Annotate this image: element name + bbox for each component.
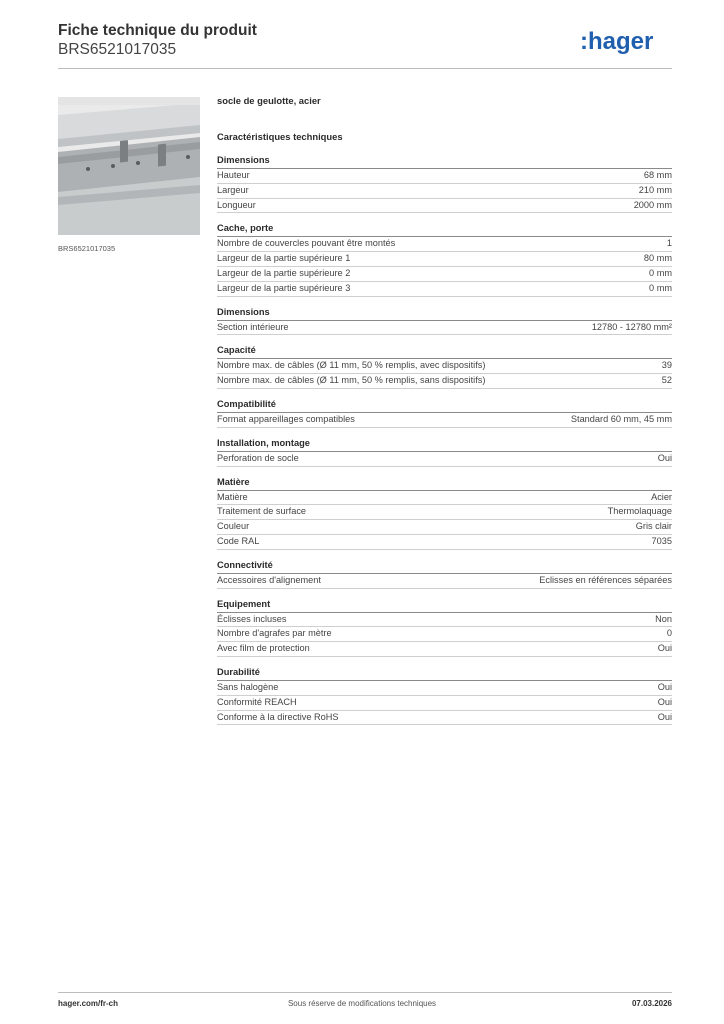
spec-value: 1 [666,238,672,249]
section-title: Cache, porte [217,223,672,237]
spec-section [217,477,672,550]
spec-label: Sans halogène [217,681,279,692]
section-title: Durabilité [217,667,672,681]
footer-date: 07.03.2026 [631,999,672,1008]
image-caption: BRS6521017035 [58,244,116,253]
spec-row [217,184,672,199]
spec-value: 0 [666,628,672,639]
section-title: Capacité [217,345,672,359]
spec-value: 68 mm [643,170,672,180]
spec-section [217,667,672,725]
spec-content [217,95,672,735]
spec-row [217,613,672,628]
spec-section [217,345,672,389]
spec-value: Oui [657,452,672,463]
product-name: socle de geulotte, acier [217,95,321,106]
spec-row [217,711,672,726]
logo-text: :hager [580,28,654,55]
footer-disclaimer: Sous réserve de modifications techniques [287,999,437,1008]
spec-value: Eclisses en références séparées [539,574,672,585]
spec-section [217,223,672,296]
spec-section [217,438,672,467]
spec-row [217,505,672,520]
section-title: Matière [217,477,672,491]
header-divider [58,68,672,69]
spec-value: Standard 60 mm, 45 mm [570,413,672,424]
spec-label: Nombre max. de câbles (Ø 11 mm, 50 % remplis, sans dispositifs) [217,375,486,386]
spec-section [217,399,672,428]
spec-label: Accessoires d'alignement [217,574,321,585]
spec-row [217,627,672,642]
spec-sections [217,155,672,725]
spec-value: 39 [661,360,672,371]
hager-logo [580,27,672,57]
specs-heading: Caractéristiques techniques [217,131,343,142]
spec-row [217,574,672,589]
product-reference: BRS6521017035 [58,41,177,58]
spec-row [217,374,672,389]
spec-value: Gris clair [635,521,672,532]
spec-value: 2000 mm [633,199,672,210]
spec-value: Oui [657,643,672,654]
spec-row [217,681,672,696]
spec-label: Matière [217,491,248,502]
spec-value: Thermolaquage [607,506,672,517]
spec-label: Nombre d'agrafes par mètre [217,628,332,639]
spec-row [217,359,672,374]
spec-label: Conforme à la directive RoHS [217,711,339,722]
footer-website[interactable]: hager.com/fr-ch [58,999,119,1008]
spec-label: Couleur [217,521,250,532]
spec-section [217,599,672,657]
spec-row [217,252,672,267]
spec-value: Acier [651,491,672,502]
spec-value: Oui [657,711,672,722]
spec-row [217,169,672,184]
spec-value: 12780 - 12780 mm² [591,321,672,332]
spec-label: Perforation de socle [217,452,299,463]
spec-row [217,199,672,214]
spec-section [217,560,672,589]
spec-value: Oui [657,681,672,692]
footer-divider [58,992,672,993]
spec-row [217,282,672,297]
spec-row [217,696,672,711]
spec-label: Largeur de la partie supérieure 1 [217,253,351,264]
spec-label: Section intérieure [217,321,289,332]
section-title: Dimensions [217,307,672,321]
spec-row [217,413,672,428]
section-title: Equipement [217,599,672,613]
spec-label: Éclisses incluses [217,613,287,624]
product-image [58,97,200,235]
document-title: Fiche technique du produit [58,22,257,39]
spec-value: 0 mm [649,267,672,278]
spec-label: Largeur [217,184,249,195]
spec-row [217,452,672,467]
spec-value: 210 mm [638,184,672,195]
spec-label: Traitement de surface [217,506,307,517]
section-title: Compatibilité [217,399,672,413]
spec-row [217,535,672,550]
spec-value: Oui [657,696,672,707]
spec-label: Nombre de couvercles pouvant être montés [217,238,396,249]
spec-label: Code RAL [217,535,260,546]
spec-row [217,642,672,657]
spec-section [217,307,672,336]
spec-value: 52 [661,375,672,386]
section-title: Installation, montage [217,438,672,452]
spec-label: Hauteur [217,170,250,180]
spec-section [217,155,672,213]
spec-value: Non [655,613,672,624]
spec-label: Conformité REACH [217,696,297,707]
spec-value: 80 mm [643,253,672,264]
spec-value: 7035 [651,535,672,546]
spec-row [217,520,672,535]
document-header [58,21,672,59]
spec-row [217,321,672,336]
spec-label: Longueur [217,199,256,210]
spec-row [217,491,672,506]
spec-label: Nombre max. de câbles (Ø 11 mm, 50 % remplis, avec dispositifs) [217,360,486,371]
spec-label: Avec film de protection [217,643,310,654]
spec-label: Largeur de la partie supérieure 3 [217,282,351,293]
section-title: Connectivité [217,560,672,574]
section-title: Dimensions [217,155,672,169]
spec-label: Largeur de la partie supérieure 2 [217,267,351,278]
spec-row [217,237,672,252]
spec-value: 0 mm [649,282,672,293]
spec-row [217,267,672,282]
spec-label: Format appareillages compatibles [217,413,355,424]
